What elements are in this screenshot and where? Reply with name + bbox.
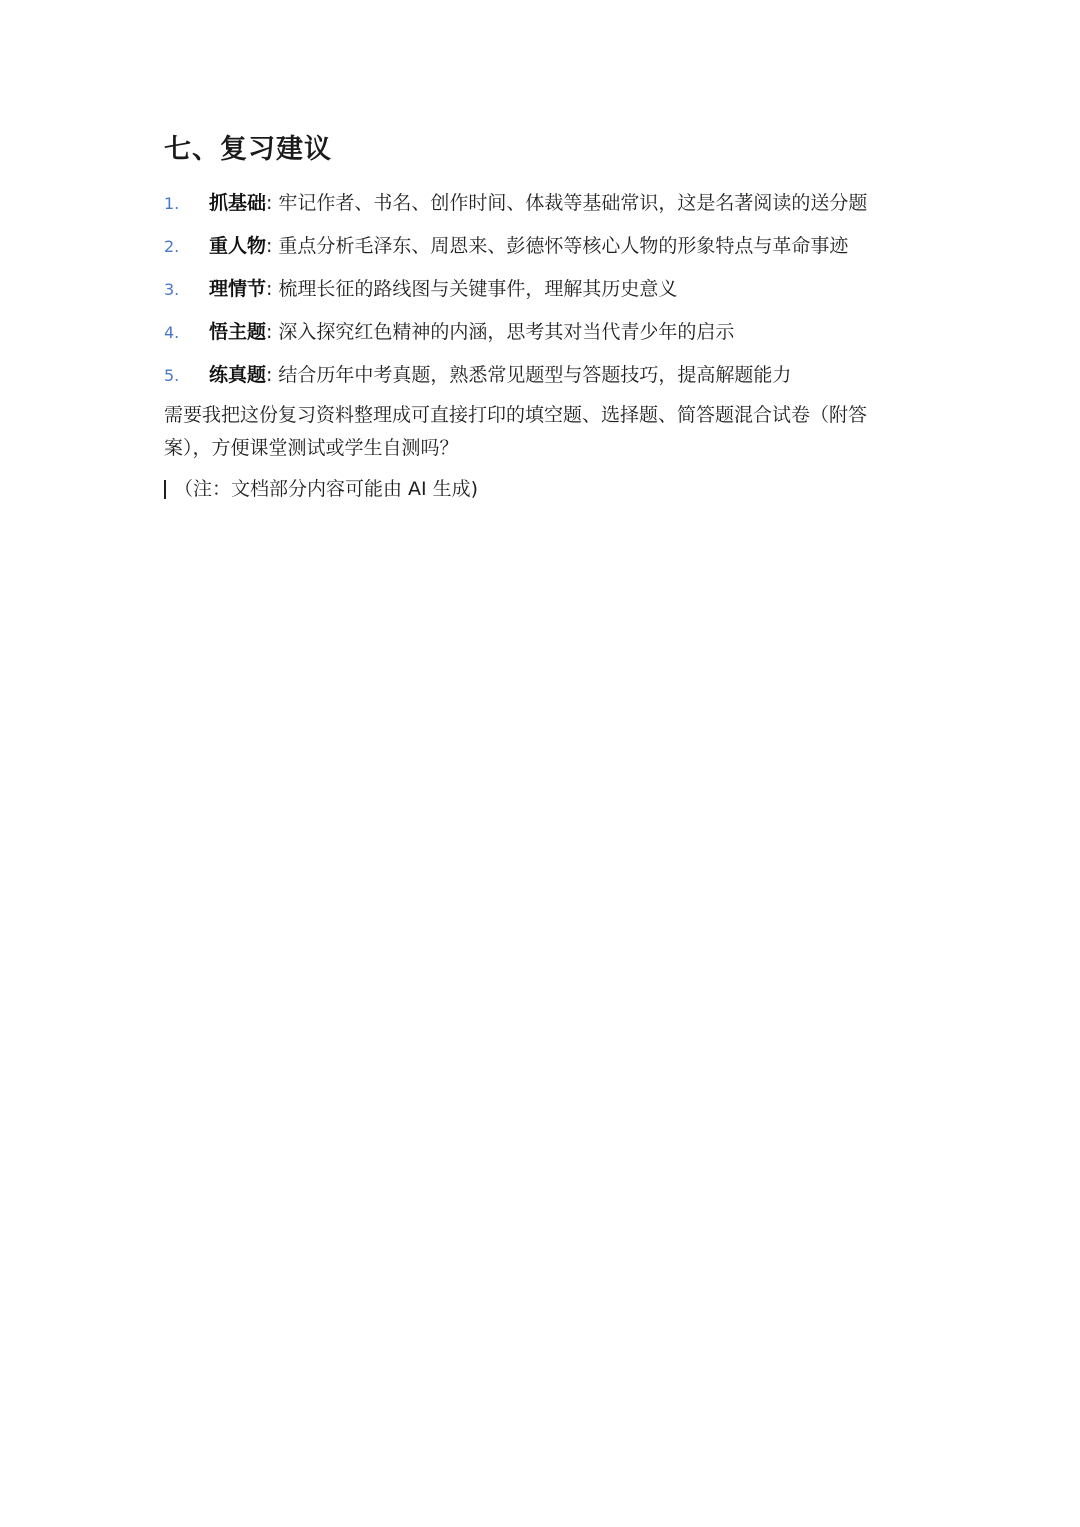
list-item <box>164 225 924 268</box>
list-item-desc: 重点分析毛泽东、周恩来、彭德怀等核心人物的形象特点与革命事迹 <box>278 235 849 257</box>
list-item-body <box>209 225 848 268</box>
text-cursor <box>164 480 166 499</box>
list-item-term: 理情节 <box>209 278 267 300</box>
ai-note <box>164 473 924 506</box>
list-item <box>164 182 924 225</box>
list-number: 5. <box>164 366 180 385</box>
list-item <box>164 311 924 354</box>
list-number: 4. <box>164 323 180 342</box>
list-item-term: 重人物 <box>209 235 267 257</box>
list-item-colon: : <box>266 192 273 214</box>
list-item-colon: : <box>266 321 273 343</box>
list-item-desc: 结合历年中考真题，熟悉常见题型与答题技巧，提高解题能力 <box>278 364 792 386</box>
list-item-term: 悟主题 <box>209 321 267 343</box>
list-item-term: 抓基础 <box>209 192 267 214</box>
list-item-desc: 梳理长征的路线图与关键事件，理解其历史意义 <box>278 278 678 300</box>
list-item-colon: : <box>266 235 273 257</box>
follow-up-question: 需要我把这份复习资料整理成可直接打印的填空题、选择题、简答题混合试卷（附答案），方便课堂测试或学生自测吗？ <box>164 404 868 459</box>
document-content <box>164 128 924 506</box>
section-heading: 七、复习建议 <box>164 134 332 165</box>
list-item-body <box>209 354 791 397</box>
list-item-desc: 牢记作者、书名、创作时间、体裁等基础常识，这是名著阅读的送分题 <box>278 192 868 214</box>
ai-note-text: （注：文档部分内容可能由 AI 生成) <box>174 478 479 500</box>
list-number: 1. <box>164 194 180 213</box>
list-number: 3. <box>164 280 180 299</box>
list-item-body <box>209 268 677 311</box>
list-item-term: 练真题 <box>209 364 267 386</box>
review-suggestions-list <box>164 182 924 397</box>
list-item <box>164 354 924 397</box>
list-item-colon: : <box>266 364 273 386</box>
list-item-body <box>209 311 734 354</box>
list-item-body <box>209 182 867 225</box>
list-item <box>164 268 924 311</box>
list-number: 2. <box>164 237 180 256</box>
list-item-colon: : <box>266 278 273 300</box>
list-item-desc: 深入探究红色精神的内涵，思考其对当代青少年的启示 <box>278 321 735 343</box>
